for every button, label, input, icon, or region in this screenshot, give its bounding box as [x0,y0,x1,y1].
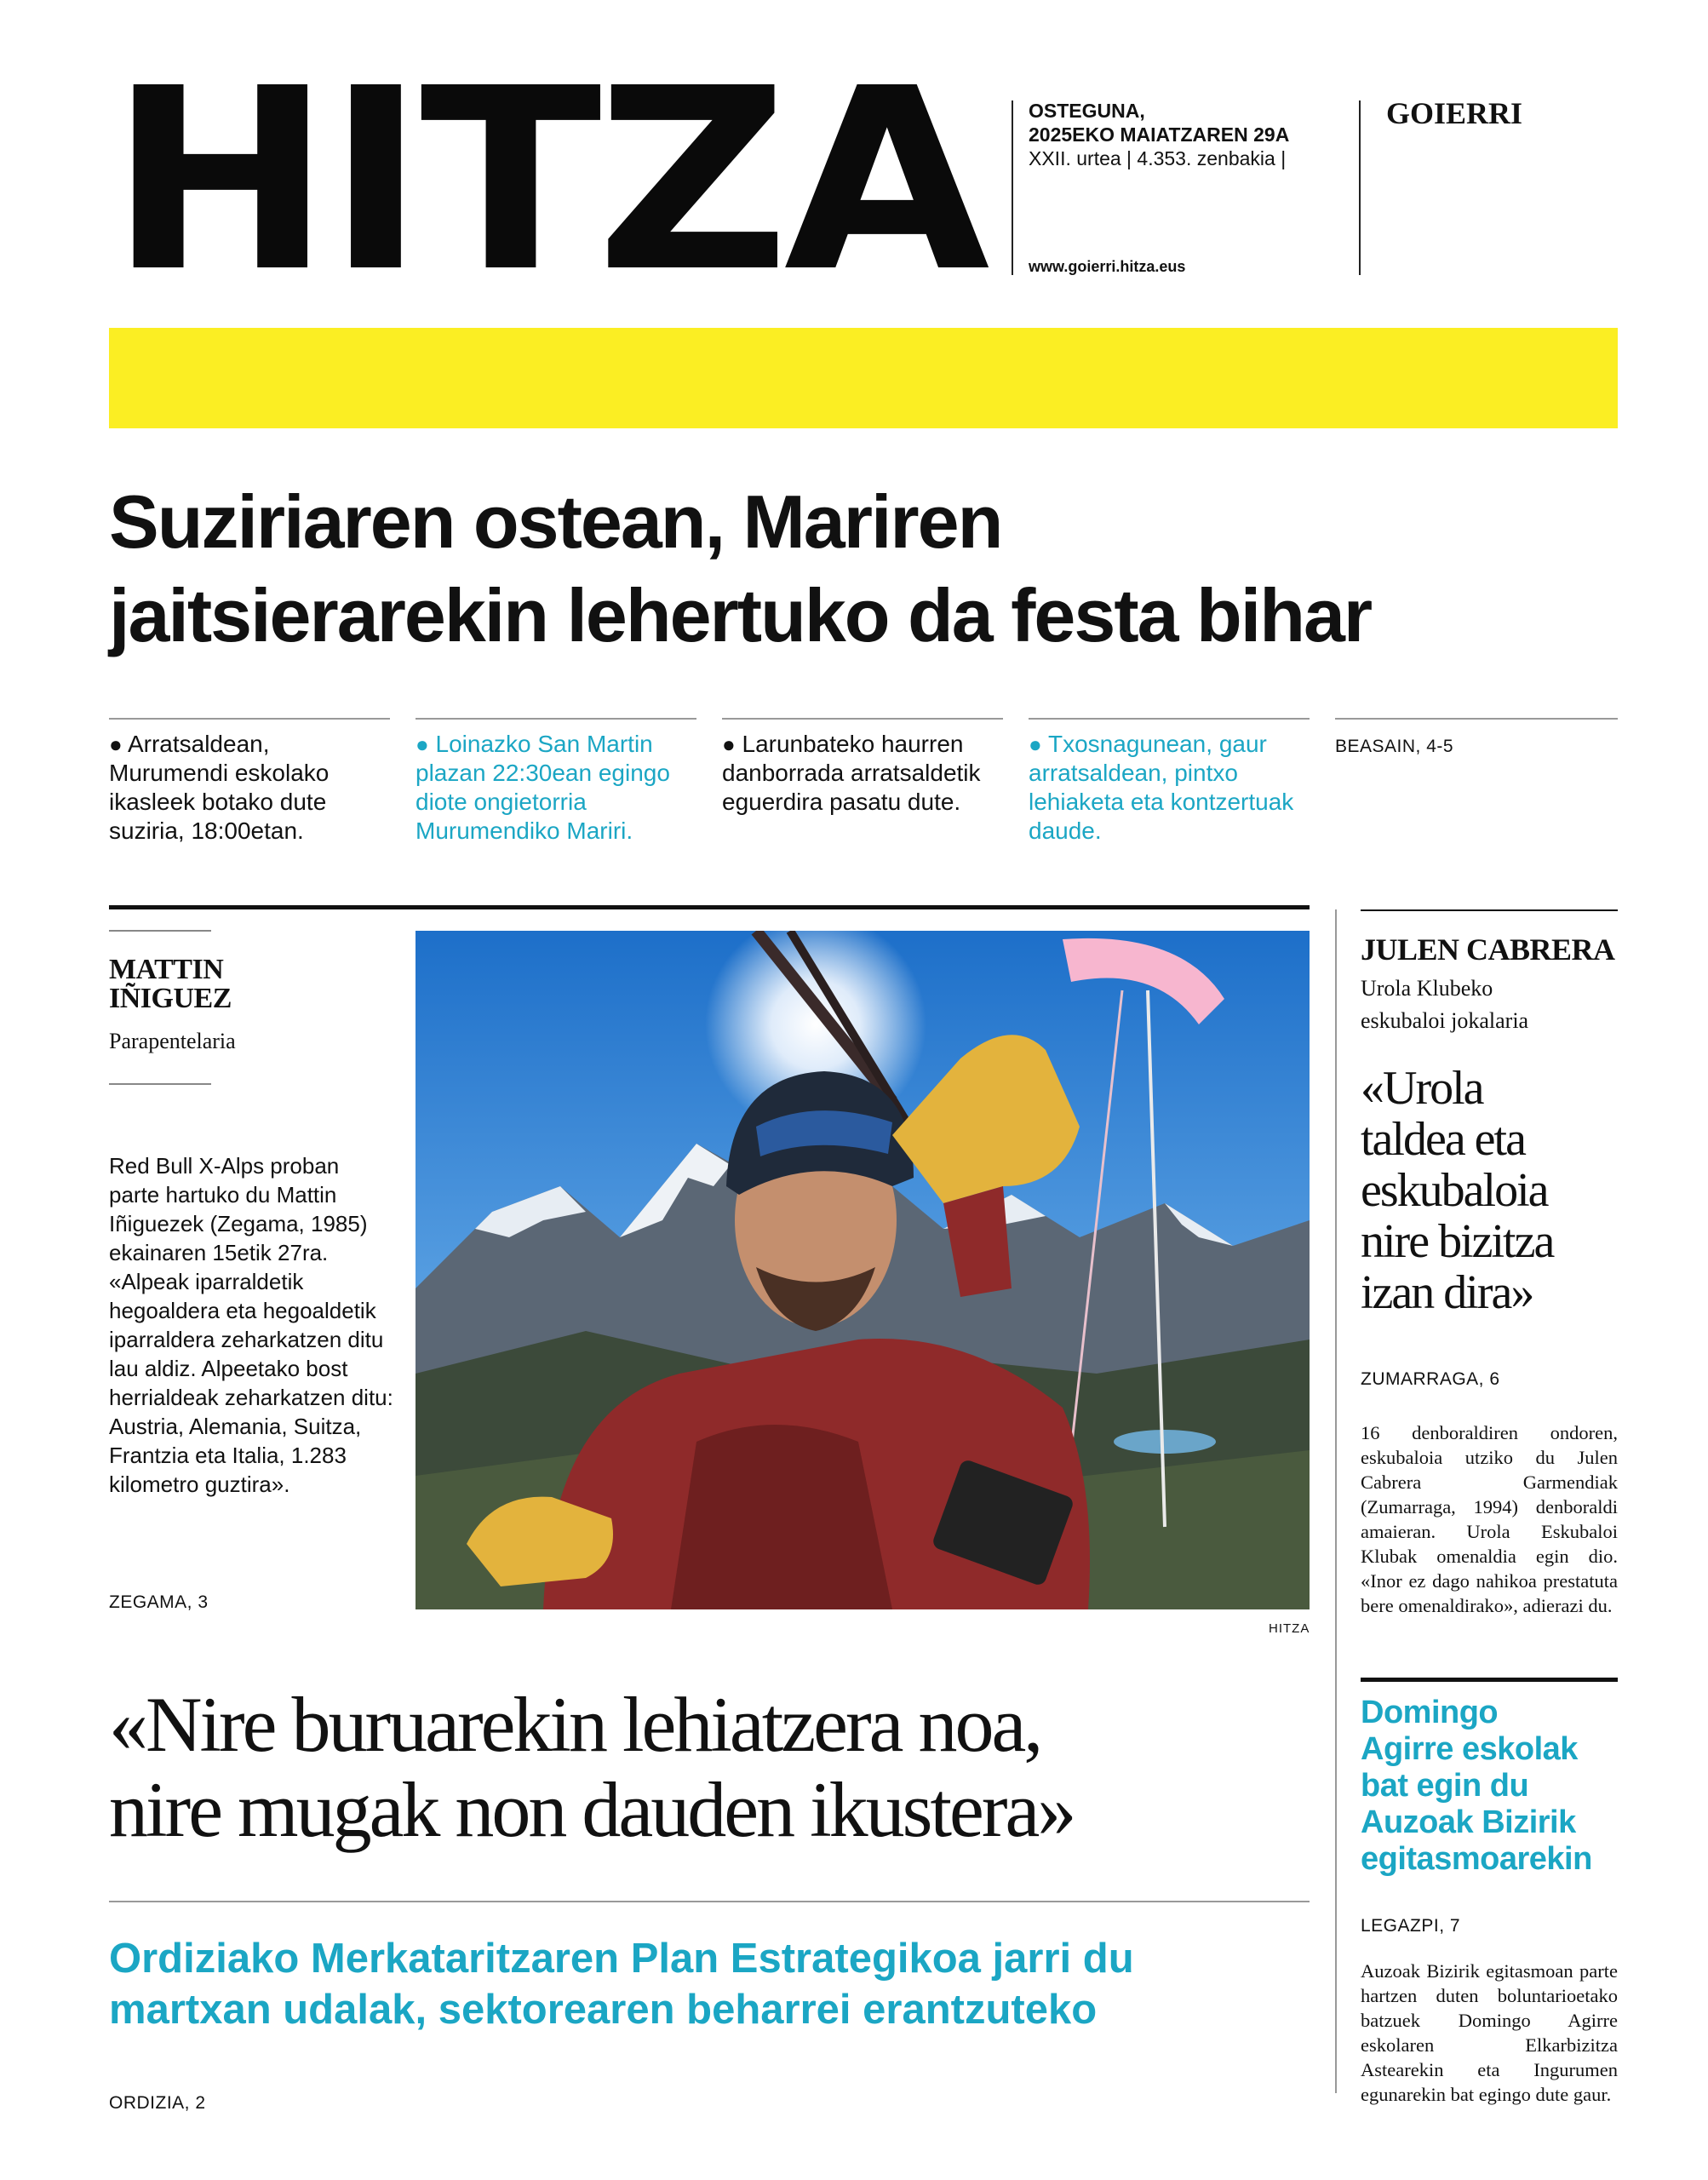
summary-text: Loinazko San Martin plazan 22:30ean egingo diote ongietorria Murumendiko Mariri. [416,731,670,844]
edition-label: GOIERRI [1386,96,1523,130]
photo-credit: HITZA [1269,1621,1310,1636]
summary-page-ref [1335,718,1618,761]
newspaper-logo: HITZA [109,34,985,327]
sidebar-headline-line: Domingo [1361,1695,1499,1730]
sidebar-rule [1361,1678,1618,1682]
story-rule [109,1901,1310,1902]
sidebar-story-body: Auzoak Bizirik egitasmoan parte hartzen duten boluntarioetako batzuek Domingo Agirre eskolaren Elkarbizitza Astearekin eta Ingurumen egunarekin bat egingo dute gaur. [1361,1960,1618,2105]
interviewee-name-line1: MATTIN [109,954,224,985]
page-ref[interactable]: ORDIZIA, 2 [109,2093,206,2113]
interview-quote[interactable] [109,1682,1310,1852]
page-ref[interactable]: ZUMARRAGA, 6 [1361,1369,1500,1389]
name-rule [109,1083,211,1085]
main-headline-line2: jaitsierarekin lehertuko da festa bihar [109,573,1372,657]
issue-number: XXII. urtea | 4.353. zenbakia | [1029,147,1287,169]
masthead-divider-2 [1359,100,1361,275]
interviewee-role: Parapentelaria [109,1029,236,1053]
sidebar-quote-line: eskubaloia [1361,1164,1548,1217]
summary-item [109,718,390,846]
interviewee-name [109,955,232,1013]
masthead-divider [1012,100,1013,275]
sidebar-quote-line: izan dira» [1361,1266,1533,1319]
interview-summary: Red Bull X-Alps proban parte hartuko du Mattin Iñiguezek (Zegama, 1985) ekainaren 15etik 27ra. «Alpeak iparraldetik hegoaldera eta hegoaldetik iparraldera zeharkatzen ditu lau aldiz. Alpeetako bost herrialdeak zeharkatzen ditu: Austria, Alemania, Suitza, Frantzia eta Italia, 1.283 kilometro guztira». [109,1153,393,1497]
sidebar-headline-line: egitasmoarekin [1361,1841,1592,1877]
issue-day: OSTEGUNA, [1029,100,1145,122]
quote-line2: nire mugak non dauden ikustera» [109,1766,1075,1853]
sidebar-story-headline[interactable] [1361,1695,1618,1878]
bullet-icon: ● [416,731,429,757]
second-headline-line1: Ordiziako Merkataritzaren Plan Estrategikoa jarri du [109,1936,1134,1982]
sidebar-person-name: JULEN CABRERA [1361,932,1615,967]
second-story-headline[interactable] [109,1933,1318,2035]
summary-item [416,718,696,846]
section-rule [109,905,1310,909]
sidebar-person-role [1361,972,1528,1037]
summary-text: Txosnagunean, gaur arratsaldean, pintxo lehiaketa eta kontzertuak daude. [1029,731,1294,844]
column-divider [1335,909,1337,2093]
sidebar-quote-line: taldea eta [1361,1113,1525,1166]
sidebar-role-line1: Urola Klubeko [1361,976,1493,1001]
sidebar-headline-line: Agirre eskolak [1361,1731,1578,1767]
page-ref[interactable]: BEASAIN, 4-5 [1335,737,1454,756]
name-rule [109,930,211,932]
summary-text: Arratsaldean, Murumendi eskolako ikasleek botako dute suziria, 18:00etan. [109,731,330,844]
main-headline[interactable] [109,475,1625,663]
sidebar-rule [1361,909,1618,911]
bullet-icon: ● [1029,731,1042,757]
sidebar-quote[interactable] [1361,1063,1618,1318]
issue-date: 2025EKO MAIATZAREN 29A [1029,123,1290,146]
page-ref[interactable]: ZEGAMA, 3 [109,1592,209,1612]
bullet-icon: ● [109,731,123,757]
sidebar-quote-line: «Urola [1361,1062,1483,1115]
sidebar-quote-line: nire bizitza [1361,1215,1554,1268]
page-ref[interactable]: LEGAZPI, 7 [1361,1916,1461,1936]
second-headline-line2: martxan udalak, sektorearen beharrei erantzuteko [109,1987,1098,2033]
sidebar-headline-line: Auzoak Bizirik [1361,1804,1576,1840]
main-headline-line1: Suziriaren ostean, Mariren [109,479,1002,564]
photo-illustration [416,931,1310,1609]
summary-item [1029,718,1310,846]
website-link[interactable]: www.goierri.hitza.eus [1029,258,1186,275]
bullet-icon: ● [722,731,736,757]
sidebar-story-body: 16 denboraldiren ondoren, eskubaloia utziko du Julen Cabrera Garmendiak (Zumarraga, 1994) denboraldi amaieran. Urola Eskubaloi Klubak omenaldia egin dio. «Inor ez dago nahikoa prestatuta bere omenaldirako», adierazi du. [1361,1422,1618,1616]
yellow-banner [109,328,1618,428]
sidebar-headline-line: bat egin du [1361,1768,1529,1804]
issue-info [1029,99,1289,170]
interviewee-name-line2: IÑIGUEZ [109,983,232,1014]
sidebar-role-line2: eskubaloi jokalaria [1361,1008,1529,1033]
summary-item [722,718,1003,817]
summary-text: Larunbateko haurren danborrada arratsaldetik eguerdira pasatu dute. [722,731,981,815]
quote-line1: «Nire buruarekin lehiatzera noa, [109,1681,1041,1768]
paraglider-photo[interactable] [416,931,1310,1609]
